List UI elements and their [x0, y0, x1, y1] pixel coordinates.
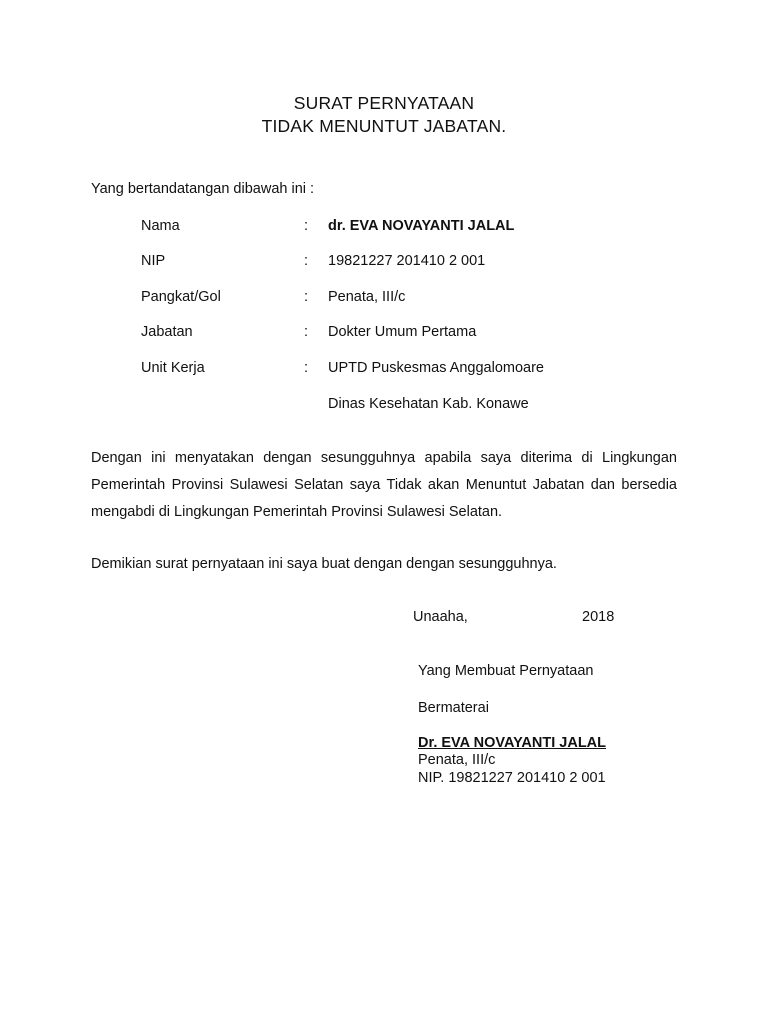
field-value: 19821227 201410 2 001 [328, 253, 486, 269]
field-colon: : [304, 218, 309, 234]
signature-year: 2018 [582, 609, 615, 625]
field-colon: : [304, 289, 309, 305]
field-row-nip [0, 253, 768, 273]
signer-nip: NIP. 19821227 201410 2 001 [418, 770, 606, 786]
stamp-note: Bermaterai [418, 700, 489, 716]
field-value: Dokter Umum Pertama [328, 324, 477, 340]
document-subtitle: TIDAK MENUNTUT JABATAN. [261, 116, 507, 136]
field-label: NIP [141, 253, 166, 269]
field-label: Pangkat/Gol [141, 289, 221, 305]
field-row-unit-kerja [0, 360, 768, 380]
field-value: Dinas Kesehatan Kab. Konawe [328, 396, 529, 412]
signature-place: Unaaha, [413, 609, 468, 625]
field-value: dr. EVA NOVAYANTI JALAL [328, 218, 515, 234]
field-row-unit-kerja-cont [0, 396, 768, 416]
field-colon: : [304, 324, 309, 340]
field-colon: : [304, 253, 309, 269]
signature-heading: Yang Membuat Pernyataan [418, 663, 594, 679]
closing-sentence: Demikian surat pernyataan ini saya buat dengan dengan sesungguhnya. [91, 556, 557, 572]
field-label: Nama [141, 218, 180, 234]
field-value: UPTD Puskesmas Anggalomoare [328, 360, 544, 376]
statement-paragraph: Dengan ini menyatakan dengan sesungguhnya apabila saya diterima di Lingkungan Pemerintah Provinsi Sulawesi Selatan saya Tidak akan Menuntut Jabatan dan bersedia mengabdi di Lingkungan Pemerintah Provinsi Sulawesi Selatan. [91, 450, 677, 520]
document-title: SURAT PERNYATAAN [293, 93, 475, 113]
signer-name: Dr. EVA NOVAYANTI JALAL [418, 735, 607, 751]
field-row-nama [0, 218, 768, 238]
signer-rank: Penata, III/c [418, 752, 496, 768]
field-row-pangkat [0, 289, 768, 309]
field-label: Jabatan [141, 324, 193, 340]
field-label: Unit Kerja [141, 360, 205, 376]
field-colon: : [304, 360, 309, 376]
field-row-jabatan [0, 324, 768, 344]
intro-text: Yang bertandatangan dibawah ini : [91, 181, 315, 197]
field-value: Penata, III/c [328, 289, 406, 305]
